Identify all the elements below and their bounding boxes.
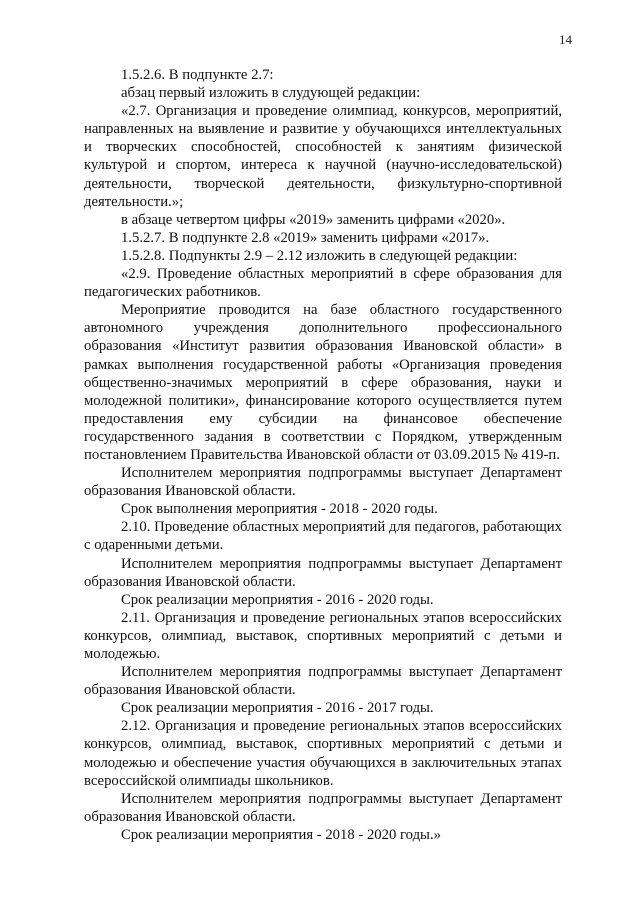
page-number: 14 xyxy=(559,32,572,47)
paragraph-first-abzac: абзац первый изложить в слудующей редакции: xyxy=(121,85,421,102)
paragraph-2-12: 2.12. Организация и проведение региональных этапов всероссийских конкурсов, олимпиад, выставок, спортивных мероприятий с детьми и молодежью и обеспечение участия обучающихся в заключительных этапах всероссийской олимпиады школьников. xyxy=(84,718,562,789)
paragraph-2-11: 2.11. Организация и проведение региональных этапов всероссийских конкурсов, олимпиад, выставок, спортивных мероприятий с детьми и молодежью. xyxy=(84,609,562,662)
document-body xyxy=(84,66,562,844)
paragraph-1-5-2-8: 1.5.2.8. Подпункты 2.9 – 2.12 изложить в следующей редакции: xyxy=(121,247,518,264)
paragraph-2-9-executor: Исполнителем мероприятия подпрограммы выступает Департамент образования Ивановской области. xyxy=(84,465,562,500)
paragraph-2-12-executor: Исполнителем мероприятия подпрограммы выступает Департамент образования Ивановской области. xyxy=(84,790,562,825)
paragraph-2-10-term: Срок реализации мероприятия - 2016 - 2020 годы. xyxy=(121,591,434,608)
paragraph-2-11-term: Срок реализации мероприятия - 2016 - 2017 годы. xyxy=(121,700,434,717)
paragraph-2-9: «2.9. Проведение областных мероприятий в сфере образования для педагогических работников. xyxy=(84,266,562,301)
paragraph-1-5-2-7: 1.5.2.7. В подпункте 2.8 «2019» заменить цифрами «2017». xyxy=(121,229,490,246)
paragraph-1-5-2-6: 1.5.2.6. В подпункте 2.7: xyxy=(121,67,274,83)
paragraph-fourth-abzac: в абзаце четвертом цифры «2019» заменить цифрами «2020». xyxy=(121,211,506,228)
paragraph-2-7: «2.7. Организация и проведение олимпиад, конкурсов, мероприятий, направленных на выявление и развитие у обучающихся интеллектуальных и творческих способностей, способностей к занятиям физической культурой и спортом, интереса к научной (научно-исследовательской) деятельности, творческой деятельности, физкультурно-спортивной деятельности.»; xyxy=(84,103,562,210)
paragraph-2-9-term: Срок выполнения мероприятия - 2018 - 2020 годы. xyxy=(121,501,438,518)
paragraph-2-10: 2.10. Проведение областных мероприятий для педагогов, работающих с одаренными детьми. xyxy=(84,519,562,554)
paragraph-2-11-executor: Исполнителем мероприятия подпрограммы выступает Департамент образования Ивановской области. xyxy=(84,664,562,699)
paragraph-2-12-term: Срок реализации мероприятия - 2018 - 2020 годы.» xyxy=(121,826,441,843)
paragraph-2-10-executor: Исполнителем мероприятия подпрограммы выступает Департамент образования Ивановской области. xyxy=(84,555,562,590)
paragraph-2-9-details: Мероприятие проводится на базе областного государственного автономного учреждения дополнительного профессионального образования «Институт развития образования Ивановской области» в рамках выполнения государственной работы «Организация проведения общественно-значимых мероприятий в сфере образования, науки и молодежной политики», финансирование которого осуществляется путем предоставления ему субсидии на финансовое обеспечение государственного задания в соответствии с Порядком, утвержденным постановлением Правительства Ивановской области от 03.09.2015 № 419-п. xyxy=(84,302,562,463)
